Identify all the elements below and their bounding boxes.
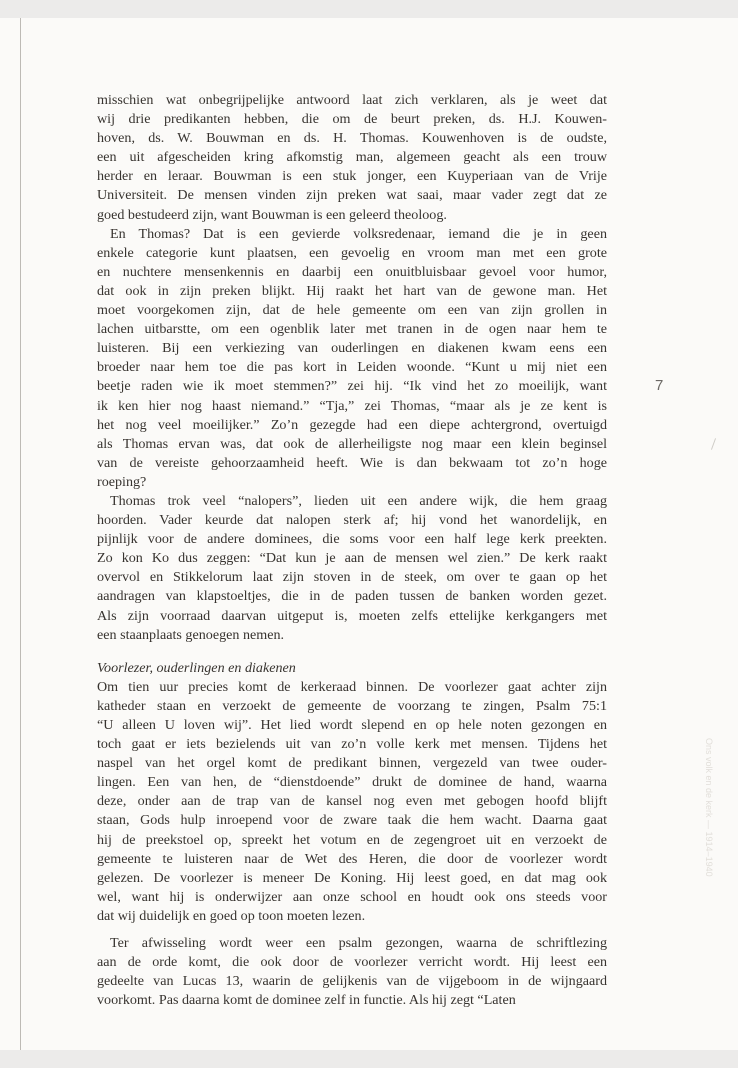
paragraph-nalopers <box>97 492 607 645</box>
text-line: Zo kon Ko dus zeggen: “Dat kun je aan de mensen wel zien.” De kerk raakt <box>97 550 607 567</box>
text-line: het nog veel moeilijker.” Zo’n gezegde had een diepe achtergrond, overtuigd <box>97 416 607 433</box>
text-line: aan de orde komt, die ook door de voorlezer verricht wordt. Hij leest een <box>97 954 607 971</box>
text-line: overvol en Stikkelorum laat zijn stoven in de steek, om over te gaan op het <box>97 569 607 586</box>
text-line: van de vereiste gehoorzaamheid heeft. Wie is dan bekwaam tot zo’n hoge <box>97 454 607 471</box>
text-line: wel, want hij is onderwijzer aan onze school en houdt ook ons steeds voor <box>97 888 607 905</box>
text-line: Als zijn voorraad daarvan uitgeput is, moeten zelfs ettelijke kerkgangers met <box>97 607 607 624</box>
text-line: naspel van het orgel komt de predikant binnen, vergezeld van twee ouder- <box>97 755 607 772</box>
text-line: ik ken hier nog haast niemand.” “Tja,” zei Thomas, “maar als je ze kent is <box>97 397 607 414</box>
text-line: voorkomt. Pas daarna komt de dominee zelf in functie. Als hij zegt “Laten <box>97 992 516 1009</box>
text-line: herder en leraar. Bouwman is een stuk jonger, een Kuyperiaan van de Vrije <box>97 168 607 185</box>
section-heading: Voorlezer, ouderlingen en diakenen <box>97 659 296 676</box>
text-line: “U alleen U loven wij”. Het lied wordt slepend en op hele noten gezongen en <box>97 717 607 733</box>
text-line: gelezen. De voorlezer is meneer De Koning. Hij leest goed, en dat mag ook <box>97 869 607 886</box>
text-line: roeping? <box>97 473 147 490</box>
text-line: lachen uitbarstte, om een ogenblik later met tranen in de ogen naar hem te <box>97 321 607 338</box>
text-line: Universiteit. De mensen vinden zijn preken wat saai, maar vader zegt dat ze <box>97 187 607 204</box>
text-line: Thomas trok veel “nalopers”, lieden uit een andere wijk, die hem graag <box>110 492 607 509</box>
text-line: wij drie predikanten hebben, die om de beurt preken, ds. H.J. Kouwen- <box>97 111 607 128</box>
body-text <box>97 91 607 1010</box>
text-line: Om tien uur precies komt de kerkeraad binnen. De voorlezer gaat achter zijn <box>97 678 607 695</box>
text-line: aandragen van klapstoeltjes, die in de paden tussen de banken worden gezet. <box>97 588 607 605</box>
text-line: deze, onder aan de trap van de kansel nog even met gebogen hoofd blijft <box>97 793 607 810</box>
margin-mark <box>711 438 716 450</box>
text-line: een uit afgescheiden kring afkomstig man, algemeen geacht als een trouw <box>97 149 607 166</box>
text-line: hij de preekstoel op, spreekt het votum en de zegengroet uit en verzoekt de <box>97 831 607 848</box>
text-line: katheder staan en verzoekt de gemeente de voorzang te zingen, Psalm 75:1 <box>97 697 607 714</box>
book-page <box>0 18 738 1050</box>
text-line: En Thomas? Dat is een gevierde volksredenaar, iemand die je in geen <box>110 225 607 242</box>
text-line: broeder naar hem toe die pas kort in Leiden woonde. “Kunt u mij niet een <box>97 359 607 376</box>
text-line: hoorden. Vader keurde dat nalopen sterk af; hij vond het wanordelijk, en <box>97 512 607 529</box>
paragraph-intro-preachers <box>97 91 607 225</box>
text-line: toch gaat er iets bezielends uit van zo’n volle kerk met mensen. Tijdens het <box>97 736 607 753</box>
text-line: moet voorgekomen zijn, dat de hele gemeente om een van zijn grollen in <box>97 302 607 319</box>
page-binding-edge <box>20 18 21 1050</box>
text-line: gedeelte van Lucas 13, waarin de gelijkenis van de vijgeboom in de wijngaard <box>97 973 607 990</box>
text-line: hoven, ds. W. Bouwman en ds. H. Thomas. Kouwenhoven is de oudste, <box>97 130 607 147</box>
text-line: Ter afwisseling wordt weer een psalm gezongen, waarna de schriftlezing <box>110 935 607 952</box>
page-number: 7 <box>655 377 664 394</box>
text-line: luisteren. Bij een verkiezing van ouderlingen en diakenen kwam eens een <box>97 340 607 357</box>
text-line: lingen. Een van hen, de “dienstdoende” drukt de dominee de hand, waarna <box>97 774 607 791</box>
text-line: goed bestudeerd zijn, want Bouwman is een geleerd theoloog. <box>97 206 447 223</box>
text-line: pijnlijk voor de andere dominees, die soms voor een half lege kerk preekten. <box>97 531 607 548</box>
text-line: gemeente te luisteren naar de Wet des Heren, die door de voorlezer wordt <box>97 850 607 867</box>
text-line: beetje raden wie ik moet stemmen?” zei hij. “Ik vind het zo moeilijk, want <box>97 378 607 395</box>
paragraph-thomas <box>97 225 607 492</box>
text-line: een staanplaats genoegen nemen. <box>97 626 285 643</box>
text-line: en nuchtere mensenkennis en daarbij een onuitbluisbaar gevoel voor humor, <box>97 263 607 280</box>
text-line: staan, Gods hulp inroepend voor de zware taak die hem wacht. Daarna gaat <box>97 812 607 829</box>
text-line: misschien wat onbegrijpelijke antwoord laat zich verklaren, als je weet dat <box>97 92 607 108</box>
paragraph-schriftlezing <box>97 934 607 1010</box>
bleed-through-text: Ons volk en de kerk — 1914–1940 <box>704 738 714 877</box>
text-line: als Thomas ervan was, dat ook de allerheiligste nog maar een klein beginsel <box>97 435 607 452</box>
paragraph-voorlezer <box>97 678 607 926</box>
text-line: enkele categorie kunt plaatsen, een gevoelig en vroom man met een grote <box>97 244 607 261</box>
text-line: dat wij duidelijk en goed op toon moeten lezen. <box>97 907 366 924</box>
text-line: dat ook in zijn preken blijkt. Hij raakt het hart van de gewone man. Het <box>97 282 607 299</box>
